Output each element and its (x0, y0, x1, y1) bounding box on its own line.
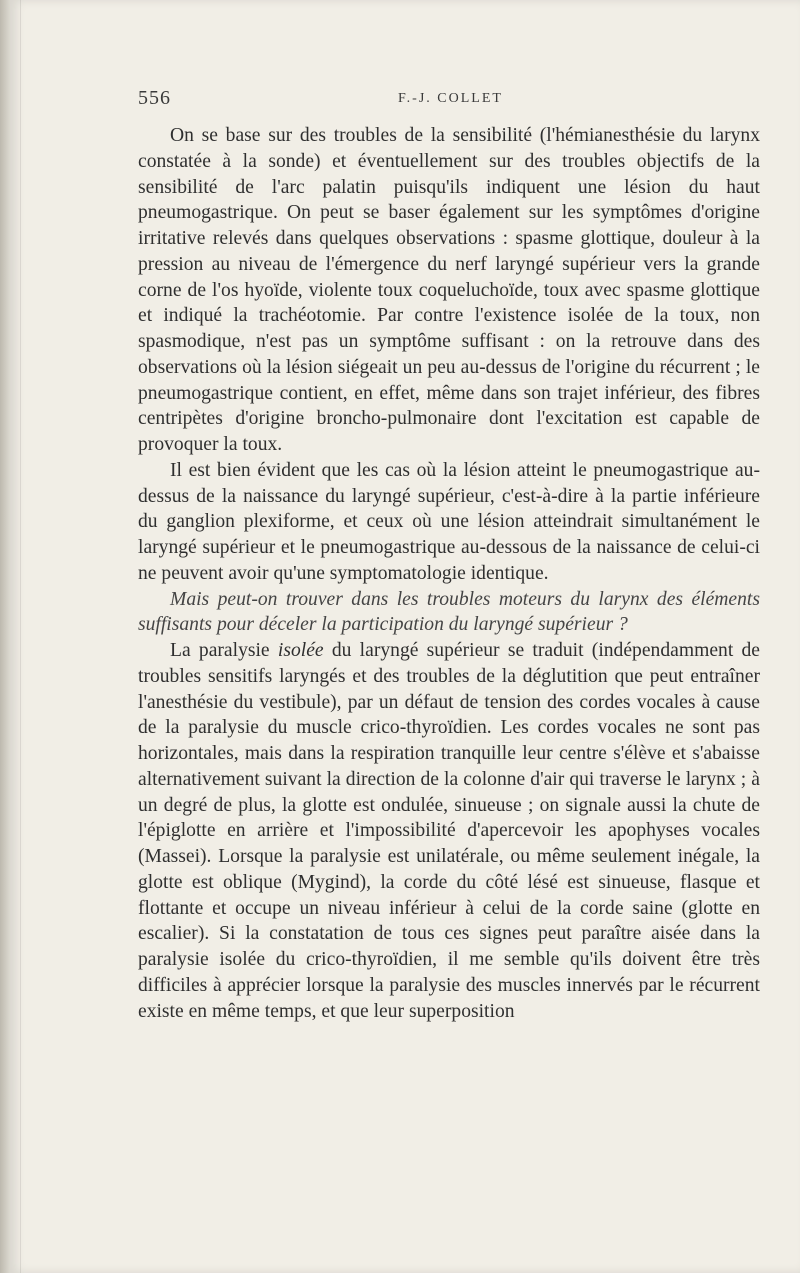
paragraph-paralysis (138, 638, 760, 1024)
paragraph-paralysis-rest: du laryngé supérieur se traduit (indépendamment de troubles sensitifs laryngés et des troubles de la déglutition que peut entraîner l'anesthésie du vestibule), par un défaut de tension des cordes vocales à cause de la paralysie du muscle crico-thyroïdien. Les cordes vocales ne sont pas horizontales, mais dans la respiration tranquille leur centre s'élève et s'abaisse alternativement suivant la direction de la colonne d'air qui traverse le larynx ; à un degré de plus, la glotte est ondulée, sinueuse ; on signale aussi la chute de l'épiglotte en arrière et l'impossibilité d'apercevoir les apophyses vocales (Massei). Lorsque la paralysie est unilatérale, ou même seulement inégale, la glotte est oblique (Mygind), la corde du côté lésé est sinueuse, flasque et flottante et occupe un niveau inférieur à celui de la corde saine (glotte en escalier). Si la constatation de tous ces signes peut paraître aisée dans la paralysie isolée du crico-thyroïdien, il me semble qu'ils doivent être très difficiles à apprécier lorsque la paralysie des muscles innervés par le récurrent existe en même temps, et que leur superposition (138, 640, 760, 1022)
paragraph-pneumogastric: Il est bien évident que les cas où la lésion atteint le pneumogastrique au-dessus de la naissance du laryngé supérieur, c'est-à-dire à la partie inférieure du ganglion plexiforme, et ceux où une lésion atteindrait simultanément le laryngé supérieur et le pneumogastrique au-dessous de la naissance de celui-ci ne peuvent avoir qu'une symptomatologie identique. (138, 459, 760, 584)
paragraph-question: Mais peut-on trouver dans les troubles moteurs du larynx des éléments suffisants pour déceler la participation du laryngé supérieur ? (138, 588, 760, 636)
italic-isolee: isolée (277, 640, 324, 661)
running-head (138, 87, 758, 115)
page-border (20, 0, 21, 1273)
scan-edge (0, 0, 10, 1273)
paragraph-sensibility: On se base sur des troubles de la sensibilité (l'hémianesthésie du larynx constatée à la sonde) et éventuellement sur des troubles objectifs de la sensibilité de l'arc palatin puisqu'ils indiquent une lésion du haut pneumogastrique. On peut se baser également sur les symptômes d'origine irritative relevés dans quelques observations : spasme glottique, douleur à la pression au niveau de l'émergence du nerf laryngé supérieur vers la grande corne de l'os hyoïde, violente toux coqueluchoïde, toux avec spasme glottique et indiqué la trachéotomie. Par contre l'existence isolée de la toux, non spasmodique, n'est pas un symptôme suffisant : on la retrouve dans des observations où la lésion siégeait un peu au-dessus de l'origine du récurrent ; le pneumogastrique contient, en effet, même dans son trajet inférieur, des fibres centripètes d'origine broncho-pulmonaire dont l'excitation est capable de provoquer la toux. (138, 125, 760, 455)
paragraph-paralysis-start: La paralysie (170, 640, 278, 661)
body-text (138, 123, 760, 1024)
running-head-author: F.-J. COLLET (398, 91, 503, 106)
page-number: 556 (138, 87, 171, 109)
